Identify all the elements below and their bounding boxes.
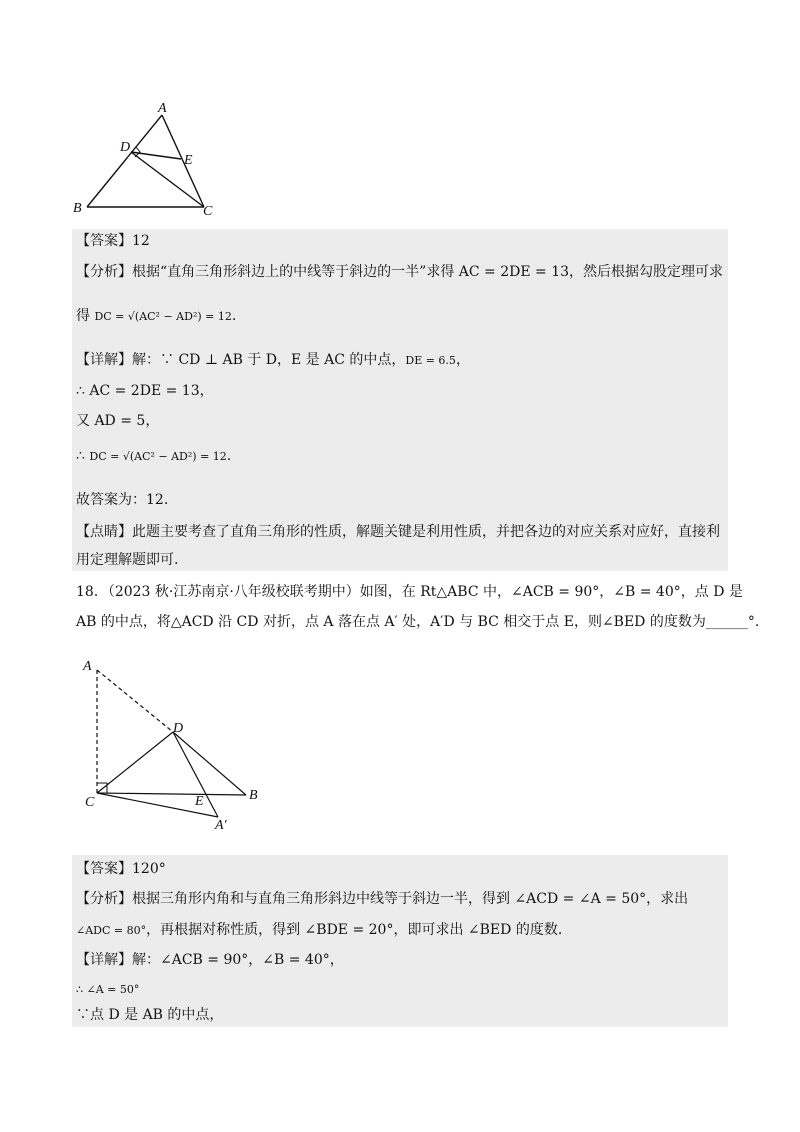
label-a: A	[158, 101, 167, 116]
triangle-figure-1	[70, 95, 230, 220]
label-b: B	[73, 201, 82, 216]
label-e2: E	[195, 794, 204, 809]
formula-dc: DC = √(AC² − AD²) = 12	[94, 310, 232, 323]
segment-cd	[97, 732, 173, 793]
formula-dc-2: DC = √(AC² − AD²) = 12	[89, 450, 227, 463]
analysis-17-line-1: 【分析】根据“直角三角形斜边上的中线等于斜边的一半”求得 AC = 2DE = 13，然后根据勾股定理可求	[76, 264, 724, 280]
solution-18-block	[72, 855, 728, 1027]
triangle-figure-2	[75, 655, 270, 833]
detail-17-line-1: 【详解】解：∵ CD ⊥ AB 于 D，E 是 AC 的中点，DE = 6.5，	[76, 352, 470, 368]
side-ab	[87, 115, 162, 207]
question-18-line-2: AB 的中点，将△ACD 沿 CD 对折，点 A 落在点 A′ 处，A′D 与 BC 相交于点 E，则∠BED 的度数为______°.	[76, 614, 760, 630]
detail-17-line-2: ∴ AC = 2DE = 13，	[76, 383, 214, 399]
comment-17-line-1: 【点睛】此题主要考查了直角三角形的性质，解题关键是利用性质，并把各边的对应关系对应好，直接利	[76, 524, 720, 540]
formula-de: DE = 6.5	[405, 354, 456, 367]
segment-db	[173, 732, 246, 795]
analysis-17-line-2: 得 DC = √(AC² − AD²) = 12.	[76, 308, 237, 324]
label-b2: B	[249, 788, 258, 803]
comment-17-line-2: 用定理解题即可.	[76, 552, 179, 568]
detail-18-line-3: ∵点 D 是 AB 的中点，	[76, 1007, 224, 1023]
detail-17-line-3: 又 AD = 5，	[76, 413, 160, 429]
label-a2: A	[83, 659, 92, 674]
segment-dc	[131, 152, 204, 207]
formula-adc: ∠ADC = 80°	[76, 924, 147, 937]
analysis-18-line-2: ∠ADC = 80°，再根据对称性质，得到 ∠BDE = 20°，即可求出 ∠BED 的度数.	[76, 922, 563, 938]
question-18-line-1: 18．（2023 秋·江苏南京·八年级校联考期中）如图，在 Rt△ABC 中，∠ACB = 90°，∠B = 40°，点 D 是	[76, 584, 743, 600]
answer-18: 【答案】120°	[76, 861, 166, 877]
detail-18-line-1: 【详解】解：∠ACB = 90°，∠B = 40°，	[76, 952, 344, 968]
label-e: E	[184, 153, 193, 168]
label-c: C	[203, 204, 213, 219]
side-ac	[162, 115, 204, 207]
detail-18-line-2: ∴ ∠A = 50°	[76, 983, 140, 996]
label-c2: C	[85, 795, 95, 810]
final-answer-17: 故答案为：12.	[76, 492, 169, 508]
detail-17-line-4: ∴ DC = √(AC² − AD²) = 12.	[76, 448, 232, 464]
label-a-prime: A′	[215, 818, 227, 833]
analysis-18-line-1: 【分析】根据三角形内角和与直角三角形斜边中线等于斜边一半，得到 ∠ACD = ∠A = 50°，求出	[76, 891, 689, 907]
segment-cb	[97, 793, 246, 795]
label-d2: D	[173, 721, 184, 736]
answer-17: 【答案】12	[76, 233, 150, 249]
dashed-ad	[97, 670, 173, 732]
label-d: D	[120, 140, 131, 155]
